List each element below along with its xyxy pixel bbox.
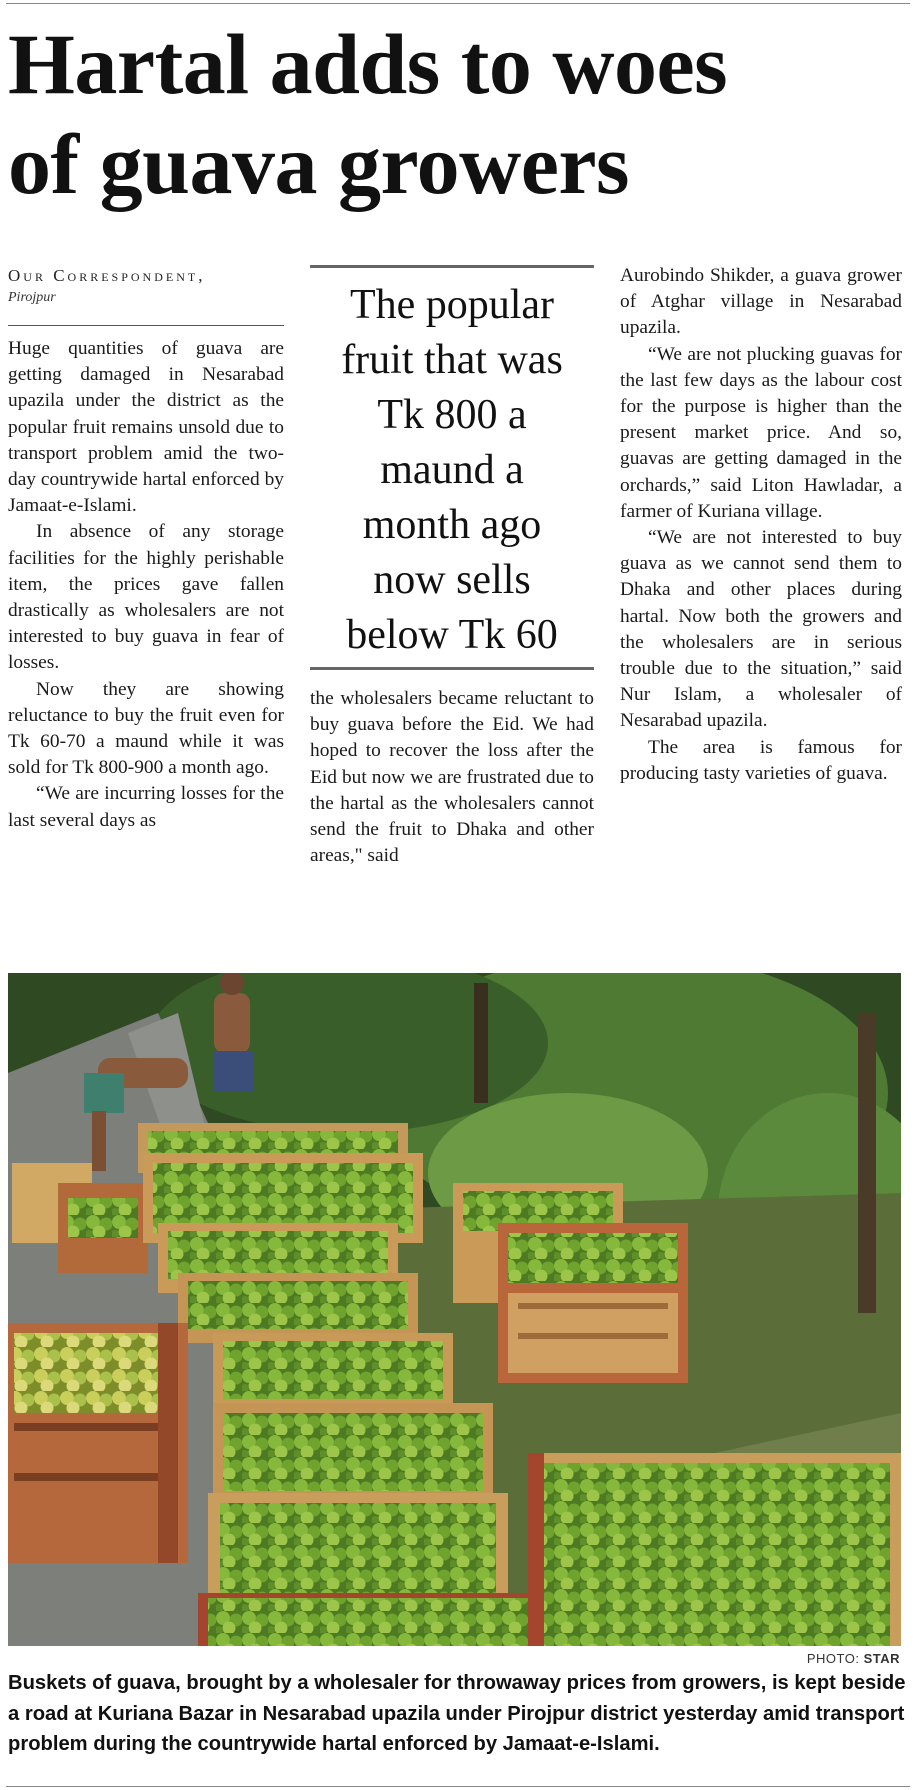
- paragraph: In absence of any storage facilities for the highly perishable item, the prices gave fallen drastically as wholesalers are not interested to buy guava in fear of losses.: [8, 521, 284, 674]
- pullquote-top-rule: [310, 265, 594, 268]
- pullquote-line: The popular: [349, 282, 555, 328]
- photo-caption: Buskets of guava, brought by a wholesaler for throwaway prices from growers, is kept beside a road at Kuriana Bazar in Nesarabad upazila under Pirojpur district yesterday amid transport problem during the countrywide hartal enforced by Jamaat-e-Islami.: [8, 1672, 906, 1755]
- pullquote: [310, 278, 594, 663]
- news-photo-guava-crates: [8, 973, 901, 1646]
- photo-credit: [807, 1651, 900, 1666]
- photo-credit-prefix: PHOTO:: [806, 1651, 864, 1666]
- top-border: [6, 3, 910, 4]
- paragraph: Huge quantities of guava are getting damaged in Nesarabad upazila under the district as the popular fruit remains unsold due to transport problem amid the two-day countrywide hartal enforced by Jamaat-e-Islami.: [8, 338, 284, 517]
- pullquote-line: fruit that was: [341, 337, 563, 383]
- paragraph: “We are not interested to buy guava as we cannot send them to Dhaka and other places during hartal. Now both the growers and the wholesalers are in serious trouble due to the situation,” said Nur Islam, a wholesaler of Nesarabad upazila.: [620, 527, 902, 732]
- byline-location: Pirojpur: [8, 290, 56, 305]
- paragraph: Aurobindo Shikder, a guava grower of Atghar village in Nesarabad upazila.: [620, 265, 902, 339]
- headline-line-2: of guava growers: [8, 116, 630, 212]
- paragraph: The area is famous for producing tasty varieties of guava.: [620, 736, 902, 784]
- paragraph: the wholesalers became reluctant to buy guava before the Eid. We had hoped to recover the loss after the Eid but now we are frustrated due to the hartal as the wholesalers cannot send the fruit to Dhaka and other areas," said: [310, 688, 594, 867]
- bottom-border: [6, 1786, 910, 1787]
- pullquote-line: month ago: [362, 502, 542, 548]
- pullquote-bottom-rule: [310, 667, 594, 670]
- pullquote-line: below Tk 60: [346, 612, 558, 658]
- article-column-1: [8, 336, 284, 834]
- byline-divider: [8, 325, 284, 326]
- headline-line-1: Hartal adds to woes: [8, 16, 728, 112]
- pullquote-line: now sells: [373, 557, 531, 603]
- headline: [8, 14, 908, 214]
- paragraph: “We are incurring losses for the last several days as: [8, 783, 284, 831]
- byline-author: Our Correspondent,: [8, 266, 206, 285]
- photo-illustration: [8, 973, 901, 1646]
- paragraph: “We are not plucking guavas for the last few days as the labour cost for the purpose is higher than the present market price. And so, guavas are getting damaged in the orchards,” said Liton Hawladar, a farmer of Kuriana village.: [620, 343, 902, 522]
- photo-credit-source: STAR: [863, 1651, 900, 1666]
- pullquote-line: maund a: [380, 447, 524, 493]
- pullquote-line: Tk 800 a: [377, 392, 527, 438]
- article-column-2: [310, 686, 594, 869]
- paragraph: Now they are showing reluctance to buy the fruit even for Tk 60-70 a maund while it was sold for Tk 800-900 a month ago.: [8, 678, 284, 779]
- article-column-3: [620, 263, 902, 787]
